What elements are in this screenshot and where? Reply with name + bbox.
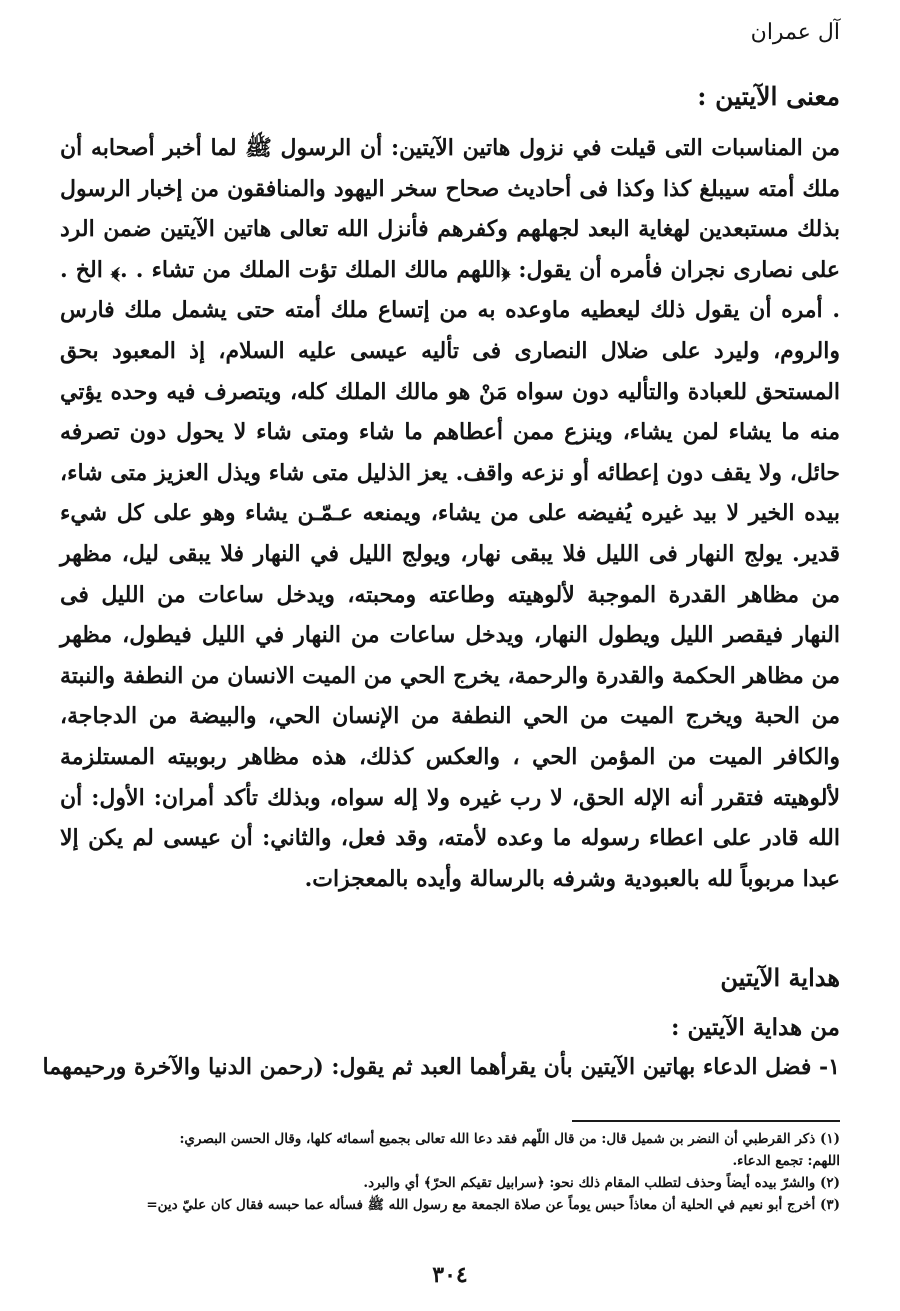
footnote-3: (٣) أخرج أبو نعيم في الحلية أن معاذاً حبس يوماً عن صلاة الجمعة مع رسول الله ﷺ فسأله عما حبسه فقال كان عليّ دين= (146, 1197, 840, 1213)
footnote-1-continuation: اللهم: تجمع الدعاء. (732, 1153, 840, 1169)
page-number: ٣٠٤ (432, 1262, 468, 1288)
guidance-intro: من هداية الآيتين : (671, 1014, 840, 1041)
running-header-surah-name: آل عمران (750, 20, 840, 45)
footnote-separator (572, 1120, 840, 1122)
footnotes (50, 1128, 840, 1216)
guidance-item-1: ١- فضل الدعاء بهاتين الآيتين بأن يقرأهما العبد ثم يقول: (رحمن الدنيا والآخرة ورحيمهما (42, 1054, 840, 1080)
section-body-text: من المناسبات التى قيلت في نزول هاتين الآيتين: أن الرسول ﷺ لما أخبر أصحابه أن ملك أمته سيبلغ كذا وكذا فى أحاديث صحاح سخر اليهود والمنافقون من إخبار الرسول بذلك مستبعدين لهغاية البعد لجهلهم وكفرهم فأنزل الله تعالى هاتين الآيتين ضمن الرد على نصارى نجران فأمره أن يقول: ﴿اللهم مالك الملك تؤت الملك من تشاء . .﴾ الخ . . أمره أن يقول ذلك ليعطيه ماوعده به من إتساع ملك أمته حتى يشمل ملك فارس والروم، وليرد على ضلال النصارى فى تأليه عيسى عليه السلام، إذ المعبود بحق المستحق للعبادة والتأليه دون سواه مَنْ هو مالك الملك كله، ويتصرف فيه وحده يؤتي منه ما يشاء لمن يشاء، وينزع ممن أعطاهم ما شاء ومتى شاء لا يحول دون تصرفه حائل، ولا يقف دون إعطائه أو نزعه واقف. يعز الذليل متى شاء ويذل العزيز متى شاء، بيده الخير لا بيد غيره يُفيضه على من يشاء، ويمنعه عـمّـن يشاء وهو على كل شيء قدير. يولج النهار فى الليل فلا يبقى نهار، ويولج الليل في النهار فلا يبقى ليل، مظهر من مظاهر القدرة الموجبة لألوهيته وطاعته ومحبته، ويدخل ساعات من الليل فى النهار فيقصر الليل ويطول النهار، ويدخل ساعات من النهار في الليل فيطول، مظهر من مظاهر الحكمة والقدرة والرحمة، يخرج الحي من الميت الانسان من النطفة والنبتة من الحبة ويخرج الميت من الحي النطفة من الإنسان الحي، والبيضة من الدجاجة، والكافر الميت من المؤمن الحي ، والعكس كذلك، هذه مظاهر ربوبيته المستلزمة لألوهيته فتقرر أنه الإله الحق، لا رب غيره ولا إله سواه، وبذلك تأكد أمران: الأول: أن الله قادر على اعطاء رسوله ما وعده لأمته، وقد فعل، والثاني: أن عيسى لم يكن إلا عبدا مربوباً لله بالعبودية وشرفه بالرسالة وأيده بالمعجزات. (60, 135, 840, 892)
footnote-2: (٢) والشرّ بيده أيضاً وحذف لتطلب المقام ذلك نحو: ﴿سرابيل تقيكم الحرّ﴾ أي والبرد. (363, 1175, 840, 1191)
section-title-guidance: هداية الآيتين (720, 963, 840, 992)
section-title-meaning: معنى الآيتين : (697, 82, 840, 111)
footnote-1: (١) ذكر القرطبي أن النضر بن شميل قال: من قال اللّهم فقد دعا الله تعالى بجميع أسمائه كلها، وقال الحسن البصري: (179, 1131, 840, 1147)
